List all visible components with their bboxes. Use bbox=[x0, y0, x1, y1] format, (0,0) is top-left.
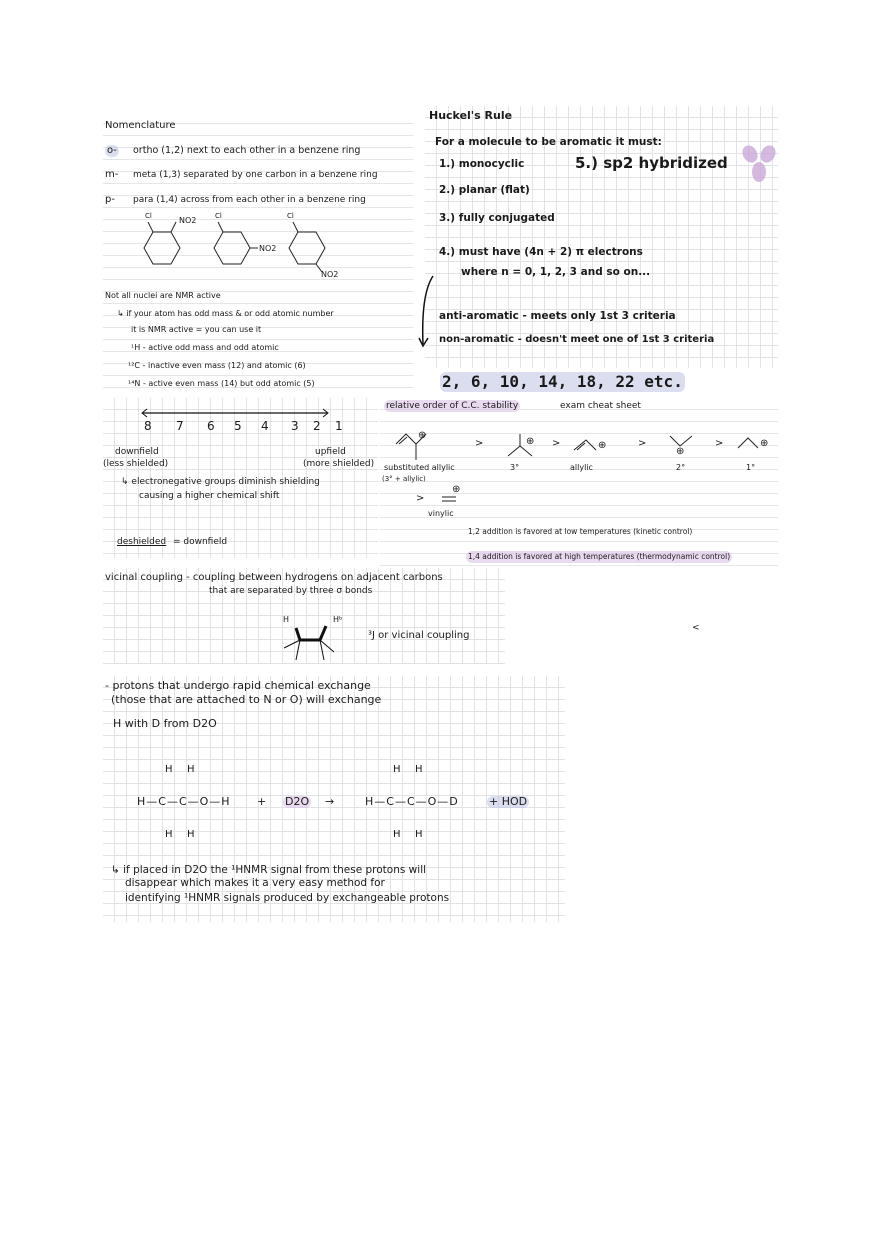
d2o-reagent: D2O bbox=[285, 795, 310, 808]
label-substituted-allylic-note: (3° + allylic) bbox=[382, 475, 426, 483]
ortho-text: ortho (1,2) next to each other in a benzene ring bbox=[133, 145, 361, 156]
criterion-3: 3.) fully conjugated bbox=[439, 212, 555, 224]
h-atom: H bbox=[393, 764, 401, 775]
ortho-prefix: o- bbox=[107, 145, 117, 156]
shift-tick: 4 bbox=[261, 419, 269, 433]
sp2-orbital-icon bbox=[741, 144, 777, 184]
shift-tick: 2 bbox=[313, 419, 321, 433]
label-secondary: 2° bbox=[676, 463, 686, 472]
h-atom: H bbox=[393, 829, 401, 840]
gt-sign: > bbox=[552, 438, 561, 449]
plus-sign: + bbox=[257, 795, 267, 808]
h-atom: H bbox=[415, 829, 423, 840]
ortho-cl: Cl bbox=[145, 212, 152, 220]
meta-no2: NO2 bbox=[259, 244, 277, 253]
cation-plus: ⊕ bbox=[760, 438, 769, 449]
shift-tick: 5 bbox=[234, 419, 242, 433]
downfield-label: downfield bbox=[115, 447, 159, 457]
label-substituted-allylic: substituted allylic bbox=[384, 463, 455, 472]
anti-aromatic-def: anti-aromatic - meets only 1st 3 criteria bbox=[439, 310, 676, 322]
cation-plus: ⊕ bbox=[526, 436, 535, 447]
upfield-label: upfield bbox=[315, 447, 346, 457]
vicinal-definition: vicinal coupling - coupling between hydrogens on adjacent carbons bbox=[105, 572, 443, 583]
substituted-allylic-structure bbox=[394, 432, 434, 462]
meta-prefix: m- bbox=[105, 169, 119, 180]
cheat-sheet-label: exam cheat sheet bbox=[560, 401, 641, 411]
vicinal-definition-cont: that are separated by three σ bonds bbox=[209, 586, 373, 596]
label-primary: 1° bbox=[746, 463, 756, 472]
shielding-note: ↳ electronegative groups diminish shielding bbox=[121, 477, 320, 487]
nmr-line: ↳ if your atom has odd mass & or odd atomic number bbox=[117, 309, 334, 318]
huckel-intro: For a molecule to be aromatic it must: bbox=[435, 136, 662, 148]
stray-mark: < bbox=[692, 623, 700, 633]
carbocation-panel bbox=[380, 398, 778, 570]
gt-sign: > bbox=[475, 438, 484, 449]
reaction-arrow: → bbox=[325, 795, 335, 808]
para-text: para (1,4) across from each other in a benzene ring bbox=[133, 195, 366, 205]
h-atom: H bbox=[165, 829, 173, 840]
nmr-scale-panel bbox=[103, 398, 378, 558]
huckel-title: Huckel's Rule bbox=[429, 109, 513, 122]
exchange-note: - protons that undergo rapid chemical exchange bbox=[105, 679, 371, 692]
exchange-conclusion: ↳ if placed in D2O the ¹HNMR signal from these protons will bbox=[111, 864, 427, 876]
exchange-note: H with D from D2O bbox=[113, 717, 217, 730]
para-no2: NO2 bbox=[321, 270, 339, 279]
stability-title: relative order of C.C. stability bbox=[386, 401, 519, 411]
shift-tick: 7 bbox=[176, 419, 184, 433]
shift-tick: 8 bbox=[144, 419, 152, 433]
n-values: where n = 0, 1, 2, 3 and so on... bbox=[461, 266, 651, 278]
vicinal-panel bbox=[103, 568, 505, 664]
cation-plus: ⊕ bbox=[452, 484, 461, 495]
downfield-note: (less shielded) bbox=[103, 459, 169, 469]
arrow-down-icon bbox=[419, 274, 439, 354]
para-structure bbox=[278, 212, 358, 282]
chemical-shift-axis bbox=[141, 408, 331, 418]
ortho-no2: NO2 bbox=[179, 216, 197, 225]
label-vinylic: vinylic bbox=[428, 509, 454, 518]
exchange-conclusion: identifying ¹HNMR signals produced by exchangeable protons bbox=[125, 892, 450, 904]
label-allylic: allylic bbox=[570, 463, 593, 472]
exchange-panel bbox=[103, 676, 565, 922]
reactant-formula: H—C—C—O—H bbox=[137, 795, 231, 808]
upfield-note: (more shielded) bbox=[303, 459, 375, 469]
addition-14-note: 1,4 addition is favored at high temperatures (thermodynamic control) bbox=[468, 552, 731, 561]
huckel-panel bbox=[425, 106, 778, 368]
product-formula: H—C—C—O—D bbox=[365, 795, 459, 808]
h-atom: H bbox=[187, 764, 195, 775]
shift-tick: 3 bbox=[291, 419, 299, 433]
meta-text: meta (1,3) separated by one carbon in a benzene ring bbox=[133, 170, 378, 180]
nmr-line: it is NMR active = you can use it bbox=[131, 325, 262, 334]
h-label: H bbox=[283, 615, 290, 624]
gt-sign: > bbox=[416, 493, 425, 504]
hod-product: + HOD bbox=[489, 795, 528, 808]
nmr-line: ¹⁴N - active even mass (14) but odd atomic (5) bbox=[128, 379, 315, 388]
gt-sign: > bbox=[638, 438, 647, 449]
nomenclature-title: Nomenclature bbox=[105, 120, 176, 131]
electron-series: 2, 6, 10, 14, 18, 22 etc. bbox=[442, 372, 683, 391]
criterion-4: 4.) must have (4n + 2) π electrons bbox=[439, 246, 643, 258]
cation-plus: ⊕ bbox=[676, 446, 685, 457]
nmr-line: ¹H - active odd mass and odd atomic bbox=[131, 343, 279, 352]
exchange-note: (those that are attached to N or O) will exchange bbox=[111, 693, 382, 706]
exchange-conclusion: disappear which makes it a very easy method for bbox=[125, 877, 385, 889]
non-aromatic-def: non-aromatic - doesn't meet one of 1st 3 criteria bbox=[439, 334, 715, 345]
h-atom: H bbox=[415, 764, 423, 775]
criterion-2: 2.) planar (flat) bbox=[439, 184, 530, 196]
shift-tick: 6 bbox=[207, 419, 215, 433]
criterion-1: 1.) monocyclic bbox=[439, 158, 525, 170]
para-prefix: p- bbox=[105, 194, 115, 205]
label-tertiary: 3° bbox=[510, 463, 520, 472]
vicinal-coupling-label: ³J or vicinal coupling bbox=[368, 630, 470, 641]
nomenclature-panel bbox=[103, 112, 413, 396]
nmr-active-title: Not all nuclei are NMR active bbox=[105, 291, 221, 300]
meta-cl: Cl bbox=[215, 212, 222, 220]
cation-plus: ⊕ bbox=[598, 440, 607, 451]
para-cl: Cl bbox=[287, 212, 294, 220]
downfield-term: = downfield bbox=[173, 537, 228, 547]
h-atom: H bbox=[165, 764, 173, 775]
addition-12-note: 1,2 addition is favored at low temperatures (kinetic control) bbox=[468, 527, 693, 536]
deshielded-term: deshielded bbox=[117, 537, 167, 547]
shift-tick: 1 bbox=[335, 419, 343, 433]
cation-plus: ⊕ bbox=[418, 430, 427, 441]
criterion-5: 5.) sp2 hybridized bbox=[575, 154, 728, 172]
h-atom: H bbox=[187, 829, 195, 840]
h-label: Hᵇ bbox=[333, 615, 343, 624]
shielding-note: causing a higher chemical shift bbox=[139, 491, 280, 501]
nmr-line: ¹²C - inactive even mass (12) and atomic (6) bbox=[128, 361, 306, 370]
gt-sign: > bbox=[715, 438, 724, 449]
